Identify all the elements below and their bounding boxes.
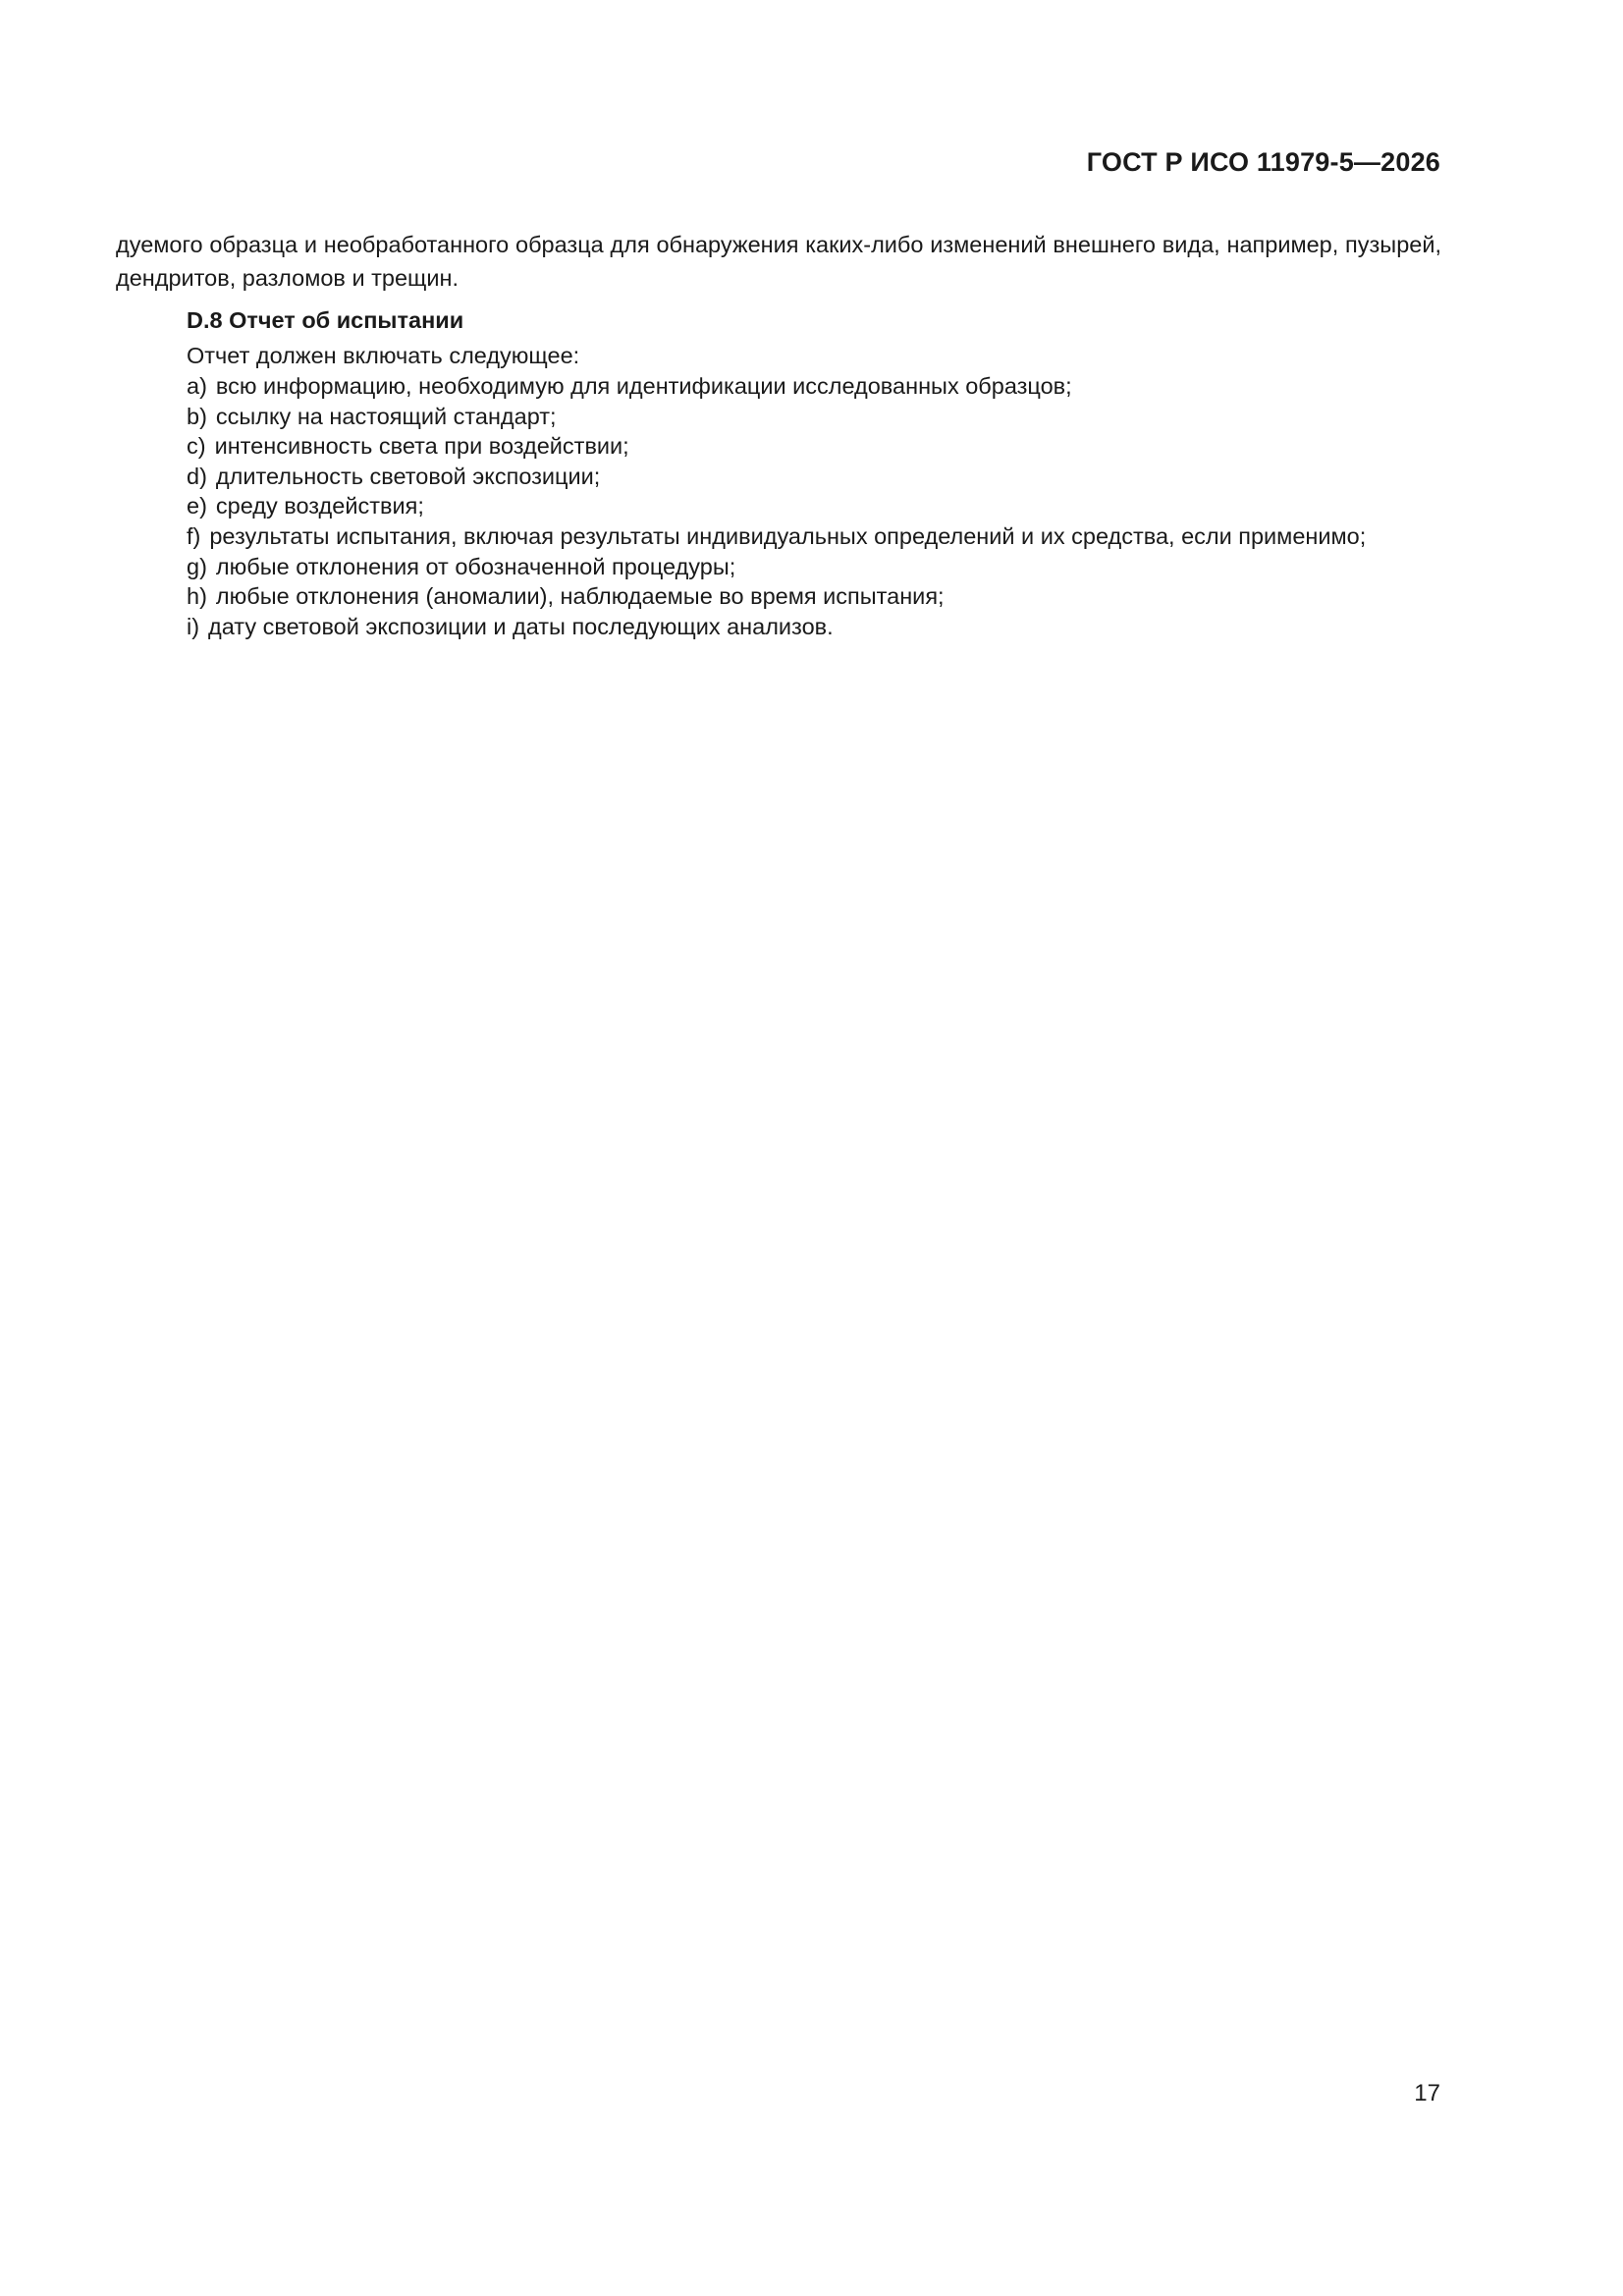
document-code-header: ГОСТ Р ИСО 11979-5—2026: [1086, 147, 1440, 177]
list-item-text: любые отклонения от обозначенной процедуры;: [215, 553, 736, 579]
list-marker: h): [187, 583, 207, 610]
list-item: [187, 431, 1366, 462]
section-heading: D.8 Отчет об испытании: [187, 307, 464, 333]
list-item: [187, 491, 1366, 521]
list-item: [187, 581, 1366, 612]
list-marker: i): [187, 613, 200, 639]
list-item: [187, 612, 1366, 642]
list-item-text: всю информацию, необходимую для идентификации исследованных образцов;: [215, 373, 1072, 399]
list-item-text: ссылку на настоящий стандарт;: [215, 403, 557, 429]
list-item-text: длительность световой экспозиции;: [215, 463, 601, 489]
list-item-text: любые отклонения (аномалии), наблюдаемые во время испытания;: [215, 583, 945, 610]
list-item: [187, 521, 1366, 552]
list-marker: g): [187, 553, 207, 579]
report-requirements-list: [187, 371, 1366, 641]
list-item-text: дату световой экспозиции и даты последующих анализов.: [208, 613, 834, 639]
list-marker: d): [187, 463, 207, 489]
list-item: [187, 462, 1366, 492]
list-marker: b): [187, 403, 207, 429]
list-item-text: интенсивность света при воздействии;: [214, 433, 629, 460]
list-marker: e): [187, 493, 207, 519]
list-item: [187, 371, 1366, 402]
page-number: 17: [1414, 2080, 1440, 2106]
list-marker: c): [187, 433, 206, 460]
list-item: [187, 402, 1366, 432]
list-item-text: результаты испытания, включая результаты индивидуальных определений и их средства, если применимо;: [209, 522, 1367, 549]
list-marker: f): [187, 522, 201, 549]
list-item: [187, 552, 1366, 582]
section-intro: Отчет должен включать следующее:: [187, 343, 580, 368]
continuation-paragraph: дуемого образца и необработанного образца для обнаружения каких-либо изменений внешнего вида, например, пузырей, дендритов, разломов и трещин.: [116, 232, 1441, 291]
list-marker: a): [187, 373, 207, 399]
list-item-text: среду воздействия;: [215, 493, 424, 519]
